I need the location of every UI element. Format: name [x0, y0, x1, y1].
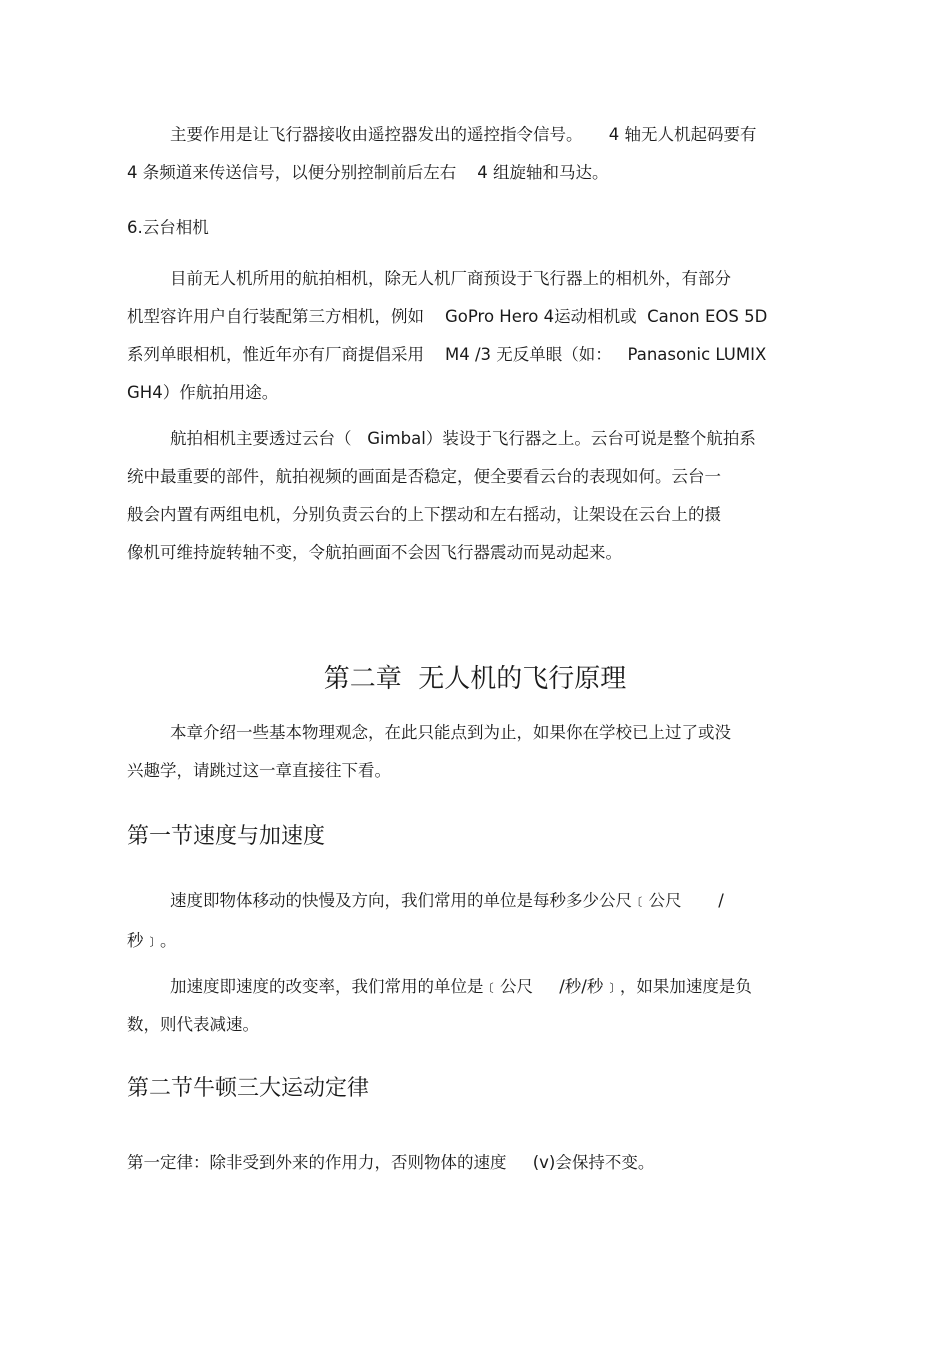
text-line: 4 条频道来传送信号，以便分别控制前后左右 4 组旋轴和马达。 — [127, 163, 609, 182]
text-line: 像机可维持旋转轴不变，令航拍画面不会因飞行器震动而晃动起来。 — [127, 543, 622, 562]
text-line: 6.云台相机 — [127, 218, 209, 237]
text-line: 数，则代表减速。 — [127, 1015, 259, 1034]
text-line: 机型容许用户自行装配第三方相机，例如 GoPro Hero 4运动相机或 Canon EOS 5D — [127, 307, 768, 326]
text-line: 秒﹞。 — [127, 931, 177, 950]
text-line: 本章介绍一些基本物理观念，在此只能点到为止，如果你在学校已上过了或没 — [170, 723, 731, 742]
text-line: 主要作用是让飞行器接收由遥控器发出的遥控指令信号。 4 轴无人机起码要有 — [170, 125, 757, 144]
text-line: 第一定律：除非受到外来的作用力，否则物体的速度 (v)会保持不变。 — [127, 1153, 655, 1172]
section-heading: 第二节牛顿三大运动定律 — [127, 1076, 370, 1101]
text-line: 速度即物体移动的快慢及方向，我们常用的单位是每秒多少公尺﹝公尺 / — [170, 891, 724, 910]
text-line: 航拍相机主要透过云台（ Gimbal）装设于飞行器之上。云台可说是整个航拍系 — [170, 429, 756, 448]
text-line: GH4）作航拍用途。 — [127, 383, 279, 402]
text-line: 加速度即速度的改变率，我们常用的单位是﹝公尺 /秒/秒﹞，如果加速度是负 — [170, 977, 752, 996]
text-line: 兴趣学，请跳过这一章直接往下看。 — [127, 761, 391, 780]
text-line: 系列单眼相机，惟近年亦有厂商提倡采用 M4 /3 无反单眼（如： Panasonic LUMIX — [127, 345, 767, 364]
text-line: 统中最重要的部件，航拍视频的画面是否稳定，便全要看云台的表现如何。云台一 — [127, 467, 721, 486]
text-line: 般会内置有两组电机，分别负责云台的上下摆动和左右摇动，让架设在云台上的摄 — [127, 505, 721, 524]
section-heading: 第一节速度与加速度 — [127, 824, 326, 849]
text-line: 目前无人机所用的航拍相机，除无人机厂商预设于飞行器上的相机外，有部分 — [170, 269, 731, 288]
chapter-title: 第二章 无人机的飞行原理 — [323, 664, 627, 694]
